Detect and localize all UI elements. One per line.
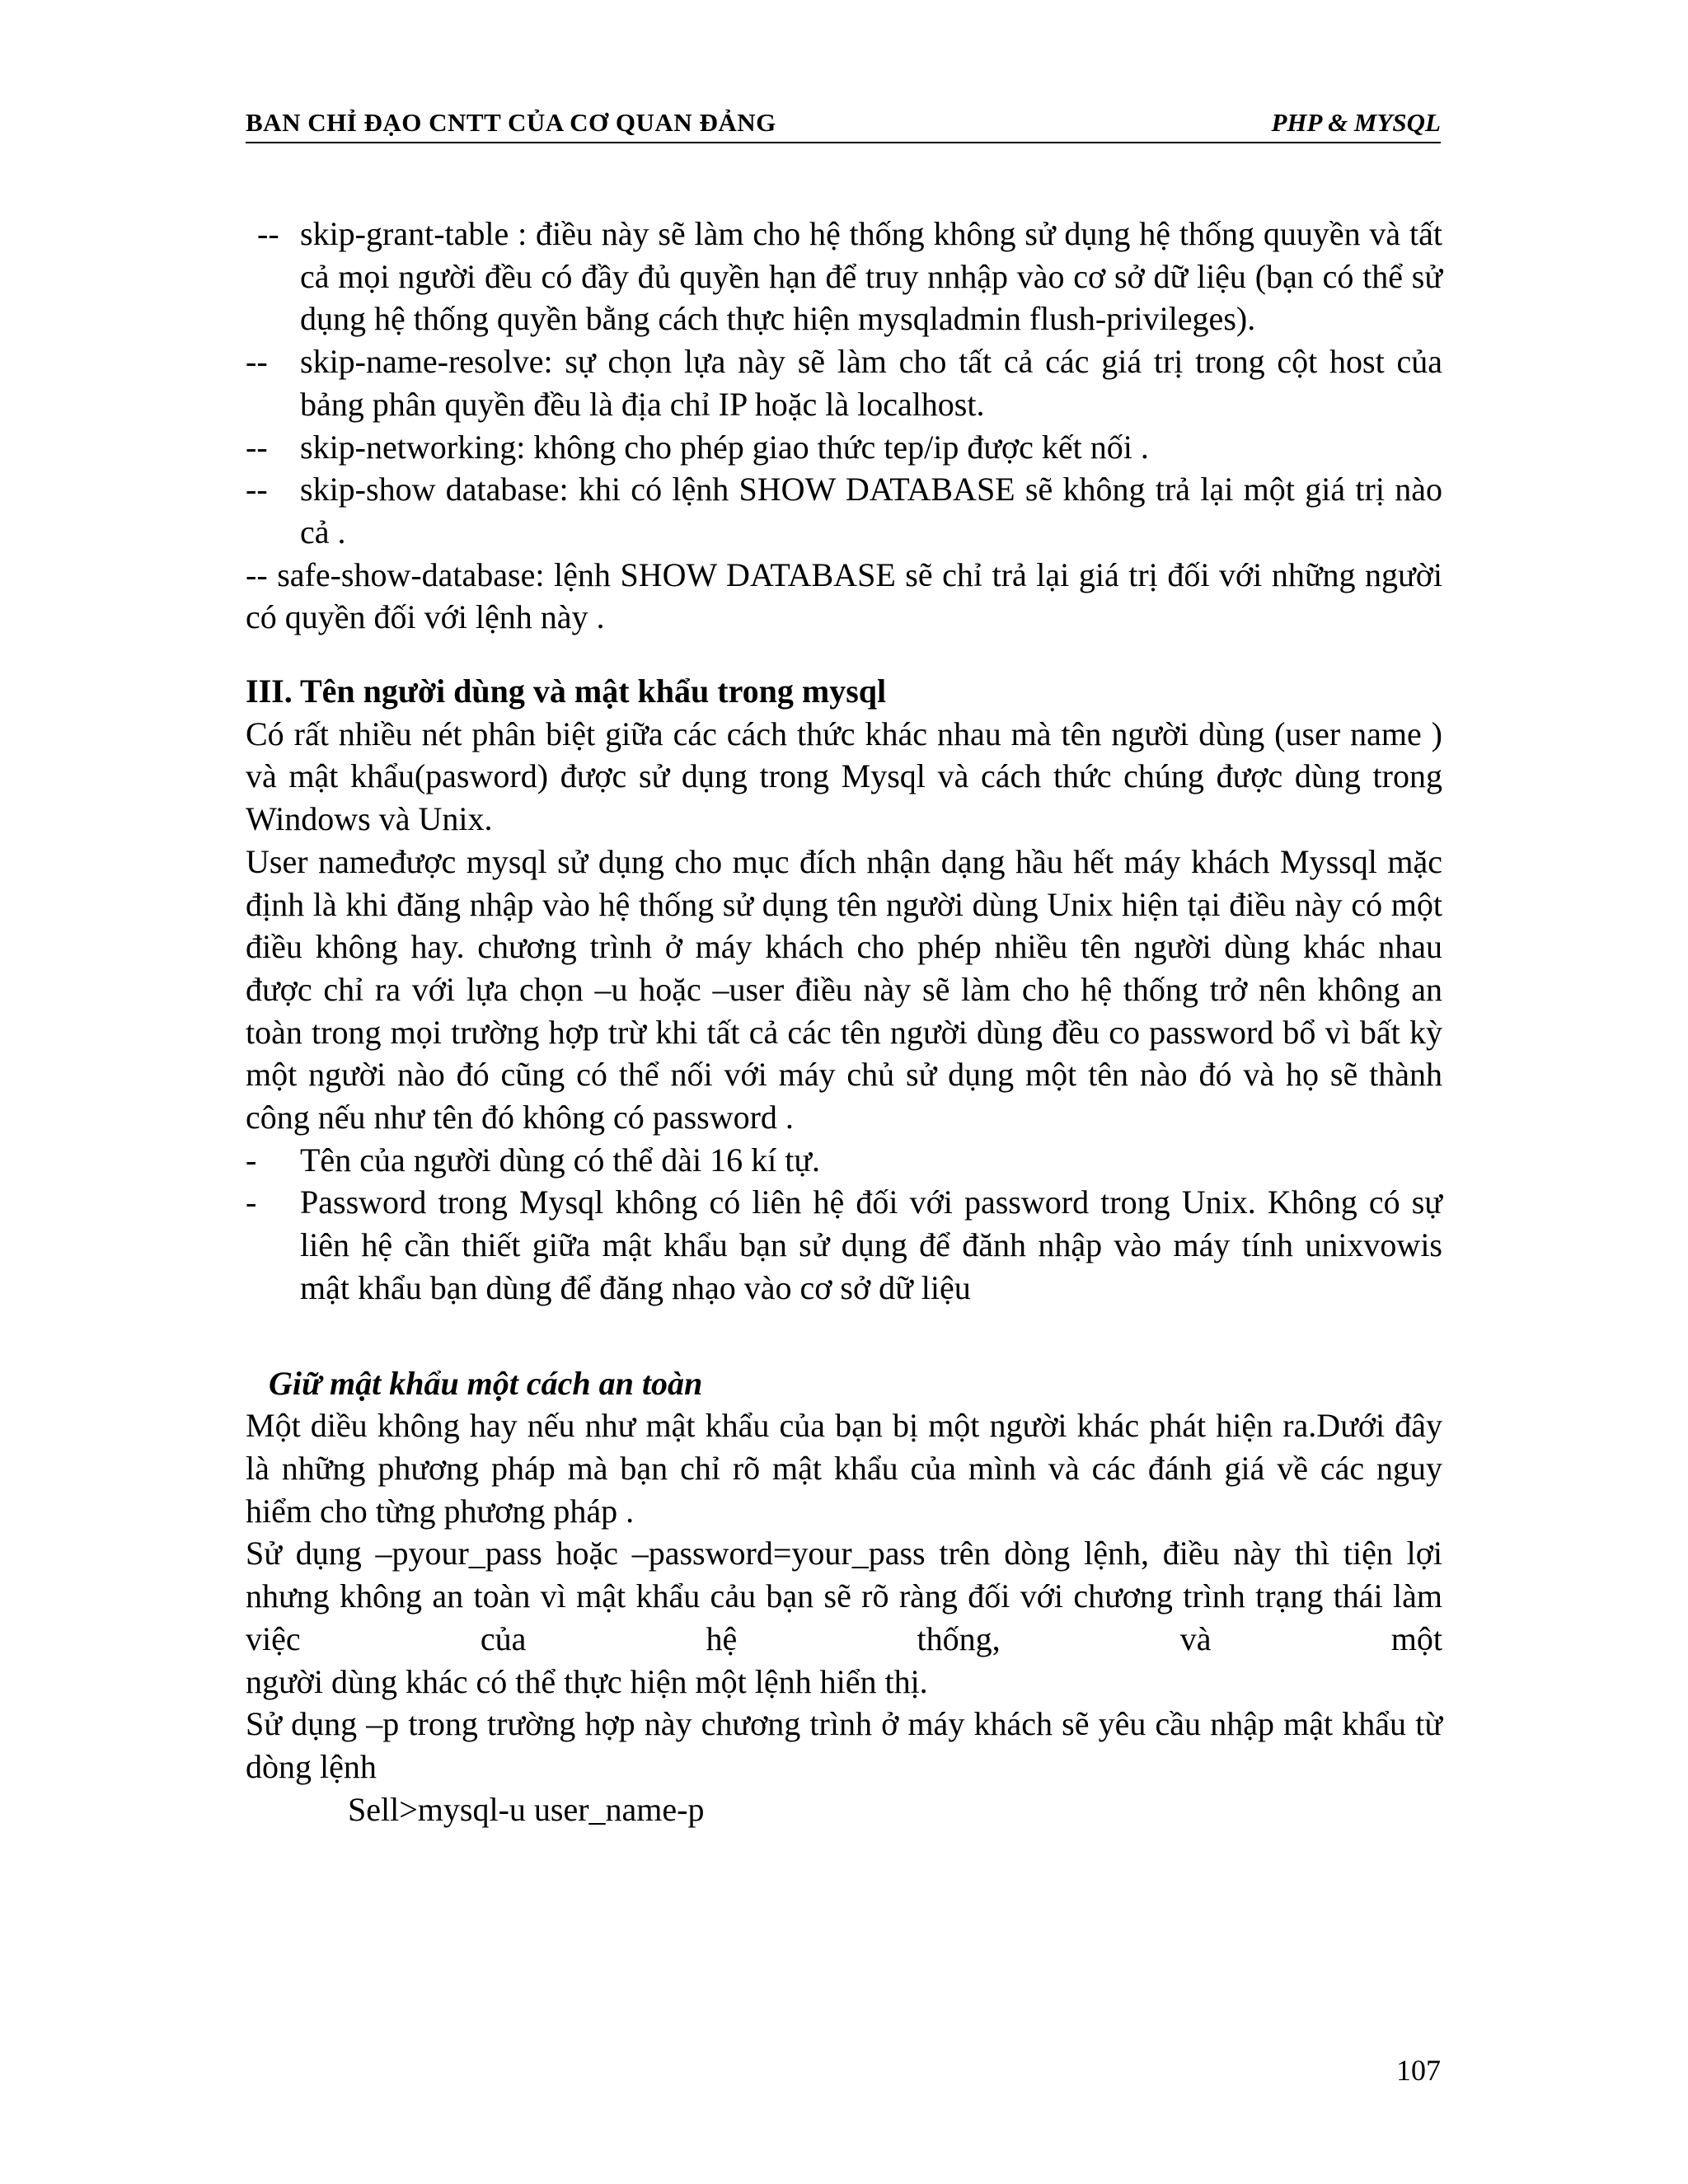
paragraph-command-line-password: Sử dụng –pyour_pass hoặc –password=your_pass trên dòng lệnh, điều này thì tiện lợi nhưng không an toàn vì mật khẩu cảu bạn sẽ rõ ràng đối với chương trình trạng thái làm việc của hệ thống, và một: [246, 1535, 1442, 1657]
bullet-password-unix: [246, 1181, 1442, 1309]
paragraph-prompt-password: Sử dụng –p trong trường hợp này chương trình ở máy khách sẽ yêu cầu nhập mật khẩu từ dòng lệnh: [246, 1705, 1442, 1785]
page-number: 107: [1396, 2054, 1441, 2087]
page-content: [246, 213, 1442, 1830]
option-skip-networking: [246, 426, 1442, 469]
bullet-text: Tên của người dùng có thể dài 16 kí tự.: [300, 1141, 821, 1179]
bullet-dash: -: [246, 1183, 257, 1221]
paragraph-username: User nameđược mysql sử dụng cho mục đích nhận dạng hầu hết máy khách Myssql mặc định là khi đăng nhập vào hệ thống sử dụng tên người dùng Unix hiện tại điều này có một điều không hay. chương trình ở máy khách cho phép nhiều tên người dùng khác nhau được chỉ ra với lựa chọn –u hoặc –user điều này sẽ làm cho hệ thống trở nên không an toàn trong mọi trường hợp trừ khi tất cả các tên người dùng đều co password bổ vì bất kỳ một người nào đó cũng có thể nối với máy chủ sử dụng một tên nào đó và họ sẽ thành công nếu như tên đó không có password .: [246, 842, 1442, 1137]
option-text: skip-show database: khi có lệnh SHOW DATABASE sẽ không trả lại một giá trị nào cả .: [300, 471, 1442, 551]
option-skip-name-resolve: [246, 340, 1442, 425]
option-text: skip-grant-table : điều này sẽ làm cho hệ thống không sử dụng hệ thống quuyền và tất cả mọi người đều có đầy đủ quyền hạn để truy nnhập vào cơ sở dữ liệu (bạn có thể sử dụng hệ thống quyền bằng cách thực hiện mysqladmin flush-privileges).: [300, 215, 1442, 338]
bullet-dash: -: [246, 1141, 257, 1179]
option-safe-show-database: -- safe-show-database: lệnh SHOW DATABASE sẽ chỉ trả lại giá trị đối với những người có quyền đối với lệnh này .: [246, 555, 1442, 636]
page-header: [246, 104, 1441, 143]
option-dash: --: [246, 428, 268, 466]
option-text: skip-name-resolve: sự chọn lựa này sẽ làm cho tất cả các giá trị trong cột host của bảng phân quyền đều là địa chỉ IP hoặc là localhost.: [300, 343, 1442, 423]
bullet-username-length: [246, 1139, 1442, 1182]
option-skip-grant-table: [246, 213, 1442, 340]
bullet-text: Password trong Mysql không có liên hệ đối với password trong Unix. Không có sự liên hệ cần thiết giữa mật khẩu bạn sử dụng để đănh nhập vào máy tính unixvowis mật khẩu bạn dùng để đăng nhạo vào cơ sở dữ liệu: [300, 1183, 1442, 1306]
section-heading-safe-password: Giữ mật khẩu một cách an toàn: [269, 1364, 703, 1402]
header-organization: BAN CHỈ ĐẠO CNTT CỦA CƠ QUAN ĐẢNG: [246, 108, 776, 137]
option-dash: --: [257, 215, 279, 252]
paragraph-safe-intro: Một diều không hay nếu như mật khẩu của bạn bị một người khác phát hiện ra.Dưới đây là những phương pháp mà bạn chỉ rõ mật khẩu của mình và các đánh giá về các nguy hiểm cho từng phương pháp .: [246, 1407, 1442, 1530]
paragraph-command-line-password-cont: người dùng khác có thể thực hiện một lệnh hiển thị.: [246, 1662, 928, 1700]
option-dash: --: [246, 343, 268, 381]
option-skip-show-database: [246, 468, 1442, 553]
code-example: Sell>mysql-u user_name-p: [348, 1790, 705, 1828]
option-text: skip-networking: không cho phép giao thức tep/ip được kết nối .: [300, 428, 1149, 466]
section-heading-usernames: III. Tên người dùng và mật khẩu trong mysql: [246, 673, 887, 710]
option-dash: --: [246, 471, 268, 509]
paragraph-intro: Có rất nhiều nét phân biệt giữa các cách thức khác nhau mà tên người dùng (user name ) và mật khẩu(pasword) được sử dụng trong Mysql và cách thức chúng được dùng trong Windows và Unix.: [246, 715, 1442, 838]
header-book-title: PHP & MYSQL: [1271, 108, 1441, 137]
